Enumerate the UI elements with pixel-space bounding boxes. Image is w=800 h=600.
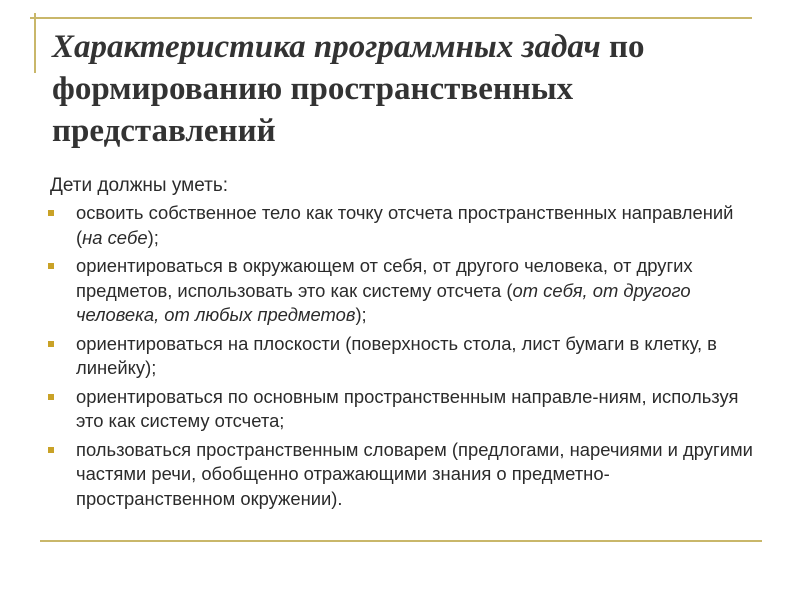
bullet-text: пользоваться пространственным словарем (предлогами, наречиями и другими частями речи, обобщенно отражающими знания о предметно-пространственном окружении).	[76, 438, 753, 509]
bullet-list	[46, 201, 756, 515]
bullet-text: освоить собственное тело как точку отсчета пространственных направлений (	[76, 202, 734, 248]
square-bullet-icon	[48, 210, 54, 216]
square-bullet-icon	[48, 263, 54, 269]
bullet-item	[46, 438, 756, 512]
bottom-divider	[40, 540, 762, 542]
bullet-text: );	[355, 304, 367, 325]
slide-title	[52, 26, 772, 152]
title-normal-part: по формированию пространственных представлений	[52, 29, 645, 149]
bullet-text-italic: от себя, от другого человека, от любых предметов	[76, 279, 691, 325]
top-divider	[30, 17, 752, 19]
title-italic-part: Характеристика программных задач	[52, 29, 601, 65]
intro-text: Дети должны уметь:	[50, 175, 229, 196]
bullet-item	[46, 201, 756, 250]
left-divider	[34, 13, 36, 73]
bullet-text: );	[147, 226, 159, 248]
bullet-text: ориентироваться по основным пространственным направле-ниям, используя это как систему отсчета;	[76, 385, 739, 431]
bullet-item	[46, 254, 756, 328]
bullet-text: ориентироваться на плоскости (поверхность стола, лист бумаги в клетку, в линейку);	[76, 332, 717, 378]
square-bullet-icon	[48, 447, 54, 453]
square-bullet-icon	[48, 341, 54, 347]
bullet-text-italic: на себе	[82, 226, 148, 248]
square-bullet-icon	[48, 394, 54, 400]
bullet-item	[46, 332, 756, 381]
bullet-text: ориентироваться в окружающем от себя, от другого человека, от других предметов, использовать это как систему отсчета (	[76, 255, 693, 301]
bullet-item	[46, 385, 756, 434]
